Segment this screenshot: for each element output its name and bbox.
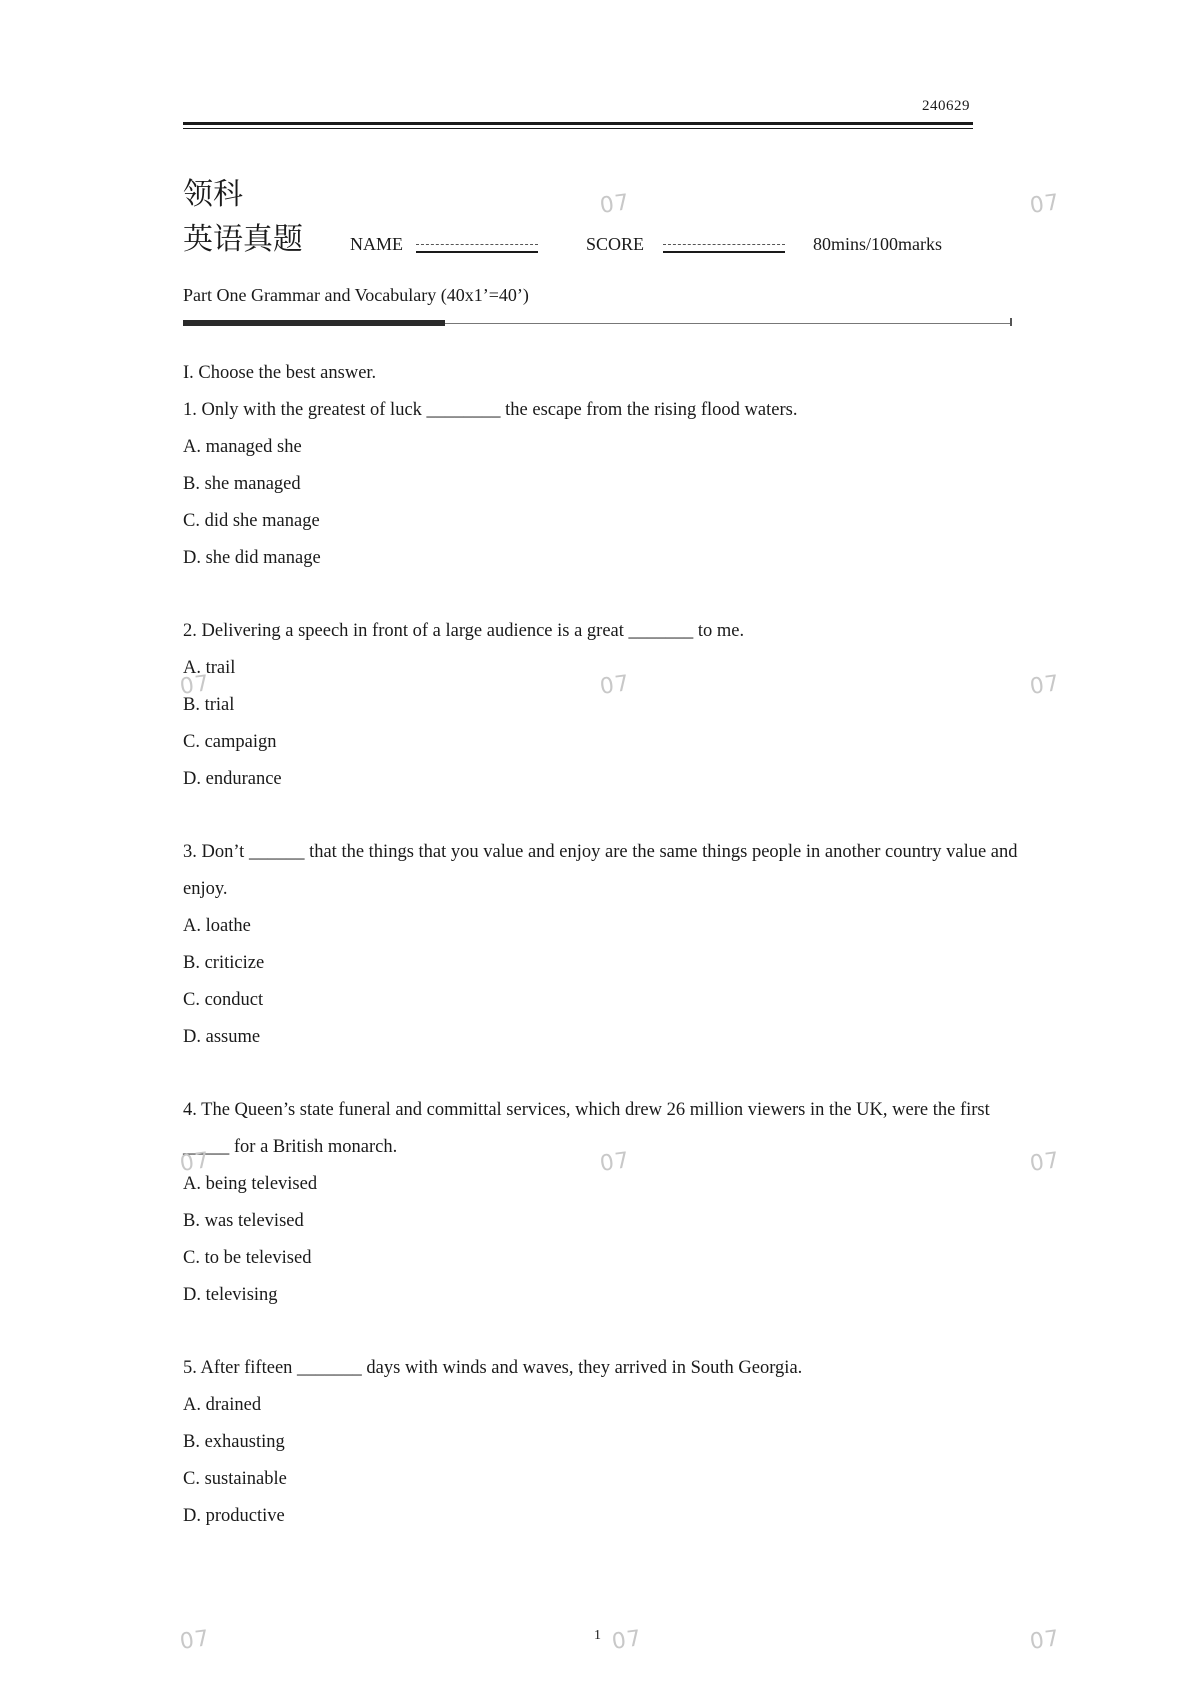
question-stem: 2. Delivering a speech in front of a large audience is a great _______ to me. xyxy=(183,621,745,641)
question-stem: 3. Don’t ______ that the things that you value and enjoy are the same things people in another country value and enjoy. xyxy=(183,842,1018,899)
name-field[interactable] xyxy=(416,251,538,254)
watermark: 07 xyxy=(178,1148,212,1177)
option-a: A. managed she xyxy=(183,437,302,457)
watermark: 07 xyxy=(1028,190,1062,219)
option-a: A. being televised xyxy=(183,1174,318,1194)
option-b: B. criticize xyxy=(183,953,265,973)
exam-title: 英语真题 xyxy=(183,222,303,257)
header-rule-thin xyxy=(183,128,973,129)
question-stem: 1. Only with the greatest of luck ________ the escape from the rising flood waters. xyxy=(183,400,798,420)
option-b: B. trial xyxy=(183,695,235,715)
option-d: D. assume xyxy=(183,1027,261,1047)
option-a: A. drained xyxy=(183,1395,262,1415)
option-d: D. endurance xyxy=(183,769,282,789)
score-field[interactable] xyxy=(663,251,785,254)
header-rule-thick xyxy=(183,122,973,125)
option-b: B. was televised xyxy=(183,1211,304,1231)
option-c: C. conduct xyxy=(183,990,264,1010)
option-b: B. she managed xyxy=(183,474,301,494)
part-rule-thin xyxy=(445,323,1012,324)
watermark: 07 xyxy=(598,671,632,700)
question-stem: 5. After fifteen _______ days with winds and waves, they arrived in South Georgia. xyxy=(183,1358,803,1378)
question-stem: 4. The Queen’s state funeral and committal services, which drew 26 million viewers in the UK, were the first _____ for a British monarch. xyxy=(183,1100,990,1157)
brand-name: 领科 xyxy=(183,177,243,212)
watermark: 07 xyxy=(610,1626,644,1655)
question-1 xyxy=(183,392,1033,577)
option-a: A. loathe xyxy=(183,916,251,936)
page-number: 1 xyxy=(594,1628,601,1643)
name-label: NAME xyxy=(350,234,403,254)
option-c: C. to be televised xyxy=(183,1248,312,1268)
option-d: D. televising xyxy=(183,1285,278,1305)
score-label: SCORE xyxy=(586,234,645,254)
watermark: 07 xyxy=(178,1626,212,1655)
watermark: 07 xyxy=(1028,671,1062,700)
question-4 xyxy=(183,1092,1033,1314)
question-3 xyxy=(183,834,1033,1056)
option-d: D. productive xyxy=(183,1506,285,1526)
title-row xyxy=(183,222,983,262)
option-b: B. exhausting xyxy=(183,1432,285,1452)
option-a: A. trail xyxy=(183,658,236,678)
question-5 xyxy=(183,1350,1033,1535)
part-rule-end xyxy=(1010,318,1012,326)
watermark: 07 xyxy=(1028,1148,1062,1177)
watermark: 07 xyxy=(598,190,632,219)
section-instruction: I. Choose the best answer. xyxy=(183,363,377,383)
option-d: D. she did manage xyxy=(183,548,321,568)
watermark: 07 xyxy=(598,1148,632,1177)
watermark: 07 xyxy=(1028,1626,1062,1655)
part-rule-thick xyxy=(183,320,445,326)
part-title: Part One Grammar and Vocabulary (40x1’=40’) xyxy=(183,285,529,305)
document-code: 240629 xyxy=(922,98,970,114)
question-2 xyxy=(183,613,1033,798)
watermark: 07 xyxy=(178,671,212,700)
option-c: C. did she manage xyxy=(183,511,320,531)
option-c: C. campaign xyxy=(183,732,277,752)
option-c: C. sustainable xyxy=(183,1469,287,1489)
exam-duration: 80mins/100marks xyxy=(813,234,942,254)
question-list xyxy=(183,355,1033,1535)
